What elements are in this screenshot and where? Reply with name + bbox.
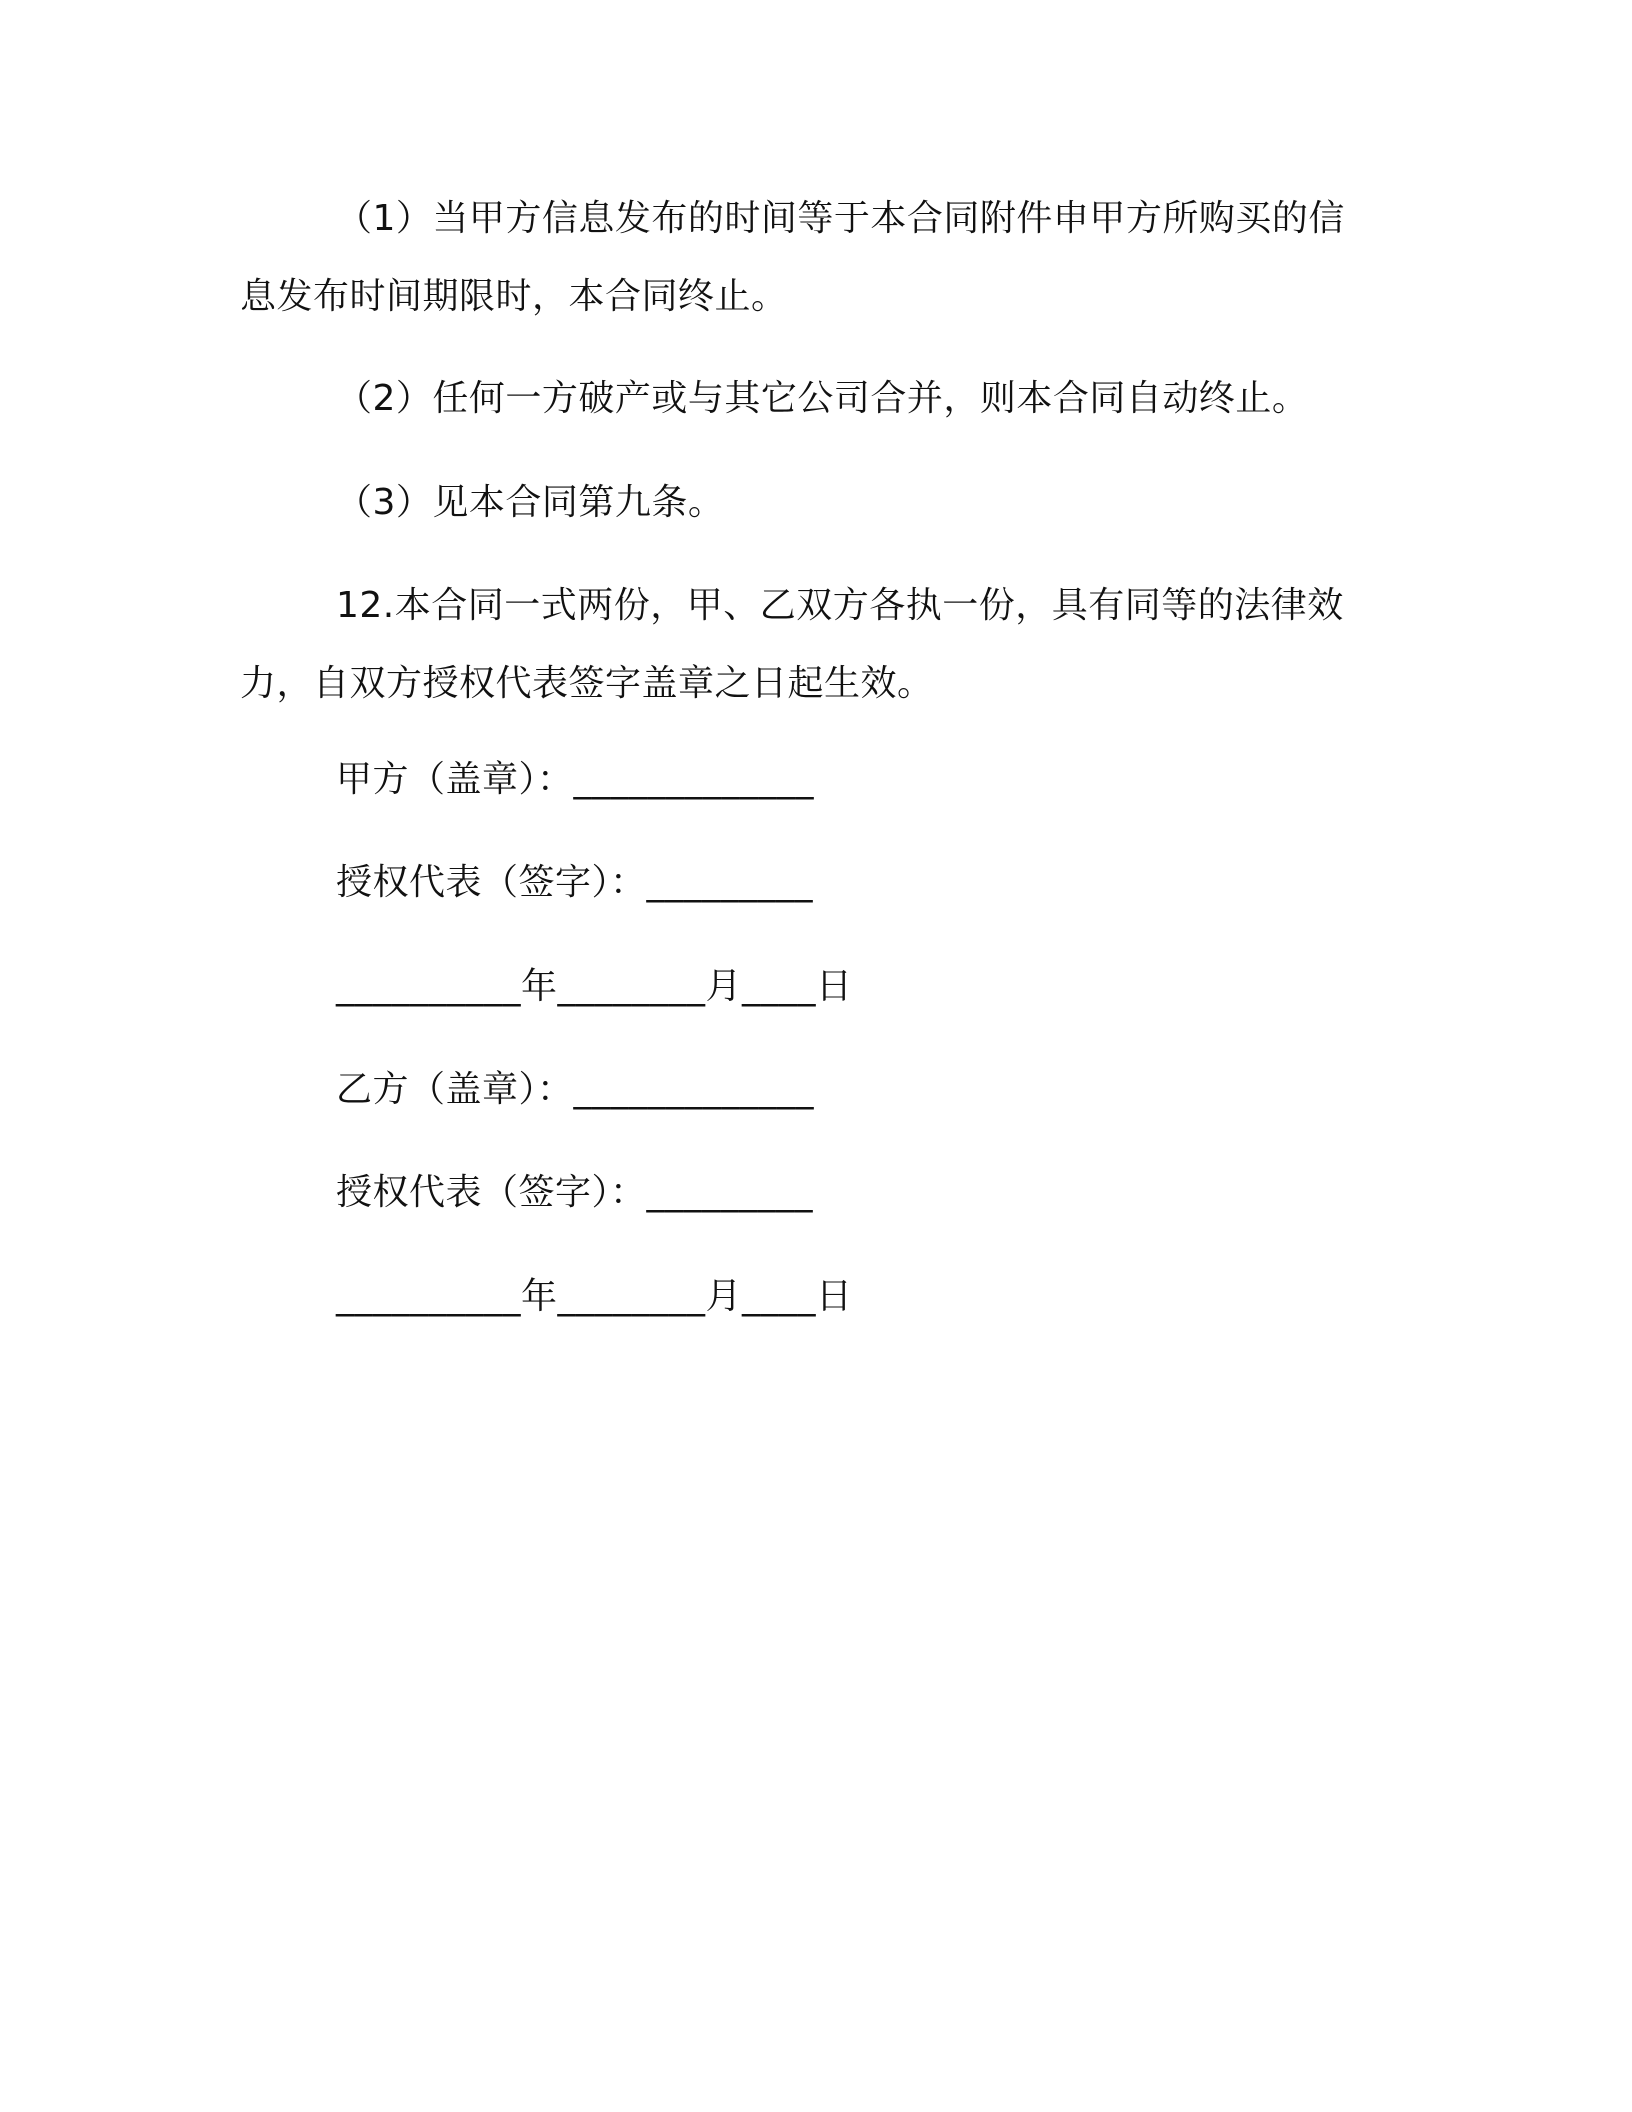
party-b-representative-line: 授权代表（签字）：_________ xyxy=(336,1172,814,1213)
party-a-date-line: __________年________月____日 xyxy=(336,966,853,1007)
clause-12: 12.本合同一式两份，甲、乙双方各执一份，具有同等的法律效力，自双方授权代表签字盖章之日起生效。 xyxy=(240,585,1344,704)
party-b-seal-line: 乙方（盖章）：_____________ xyxy=(336,1069,815,1110)
party-b-date-line: __________年________月____日 xyxy=(336,1276,853,1317)
clause-2: （2）任何一方破产或与其它公司合并，则本合同自动终止。 xyxy=(336,378,1309,419)
party-a-representative-line: 授权代表（签字）：_________ xyxy=(336,862,814,903)
party-a-seal-line: 甲方（盖章）：_____________ xyxy=(336,759,815,800)
clause-1: （1）当甲方信息发布的时间等于本合同附件申甲方所购买的信息发布时间期限时，本合同终止。 xyxy=(240,198,1345,317)
clause-3: （3）见本合同第九条。 xyxy=(336,482,725,523)
